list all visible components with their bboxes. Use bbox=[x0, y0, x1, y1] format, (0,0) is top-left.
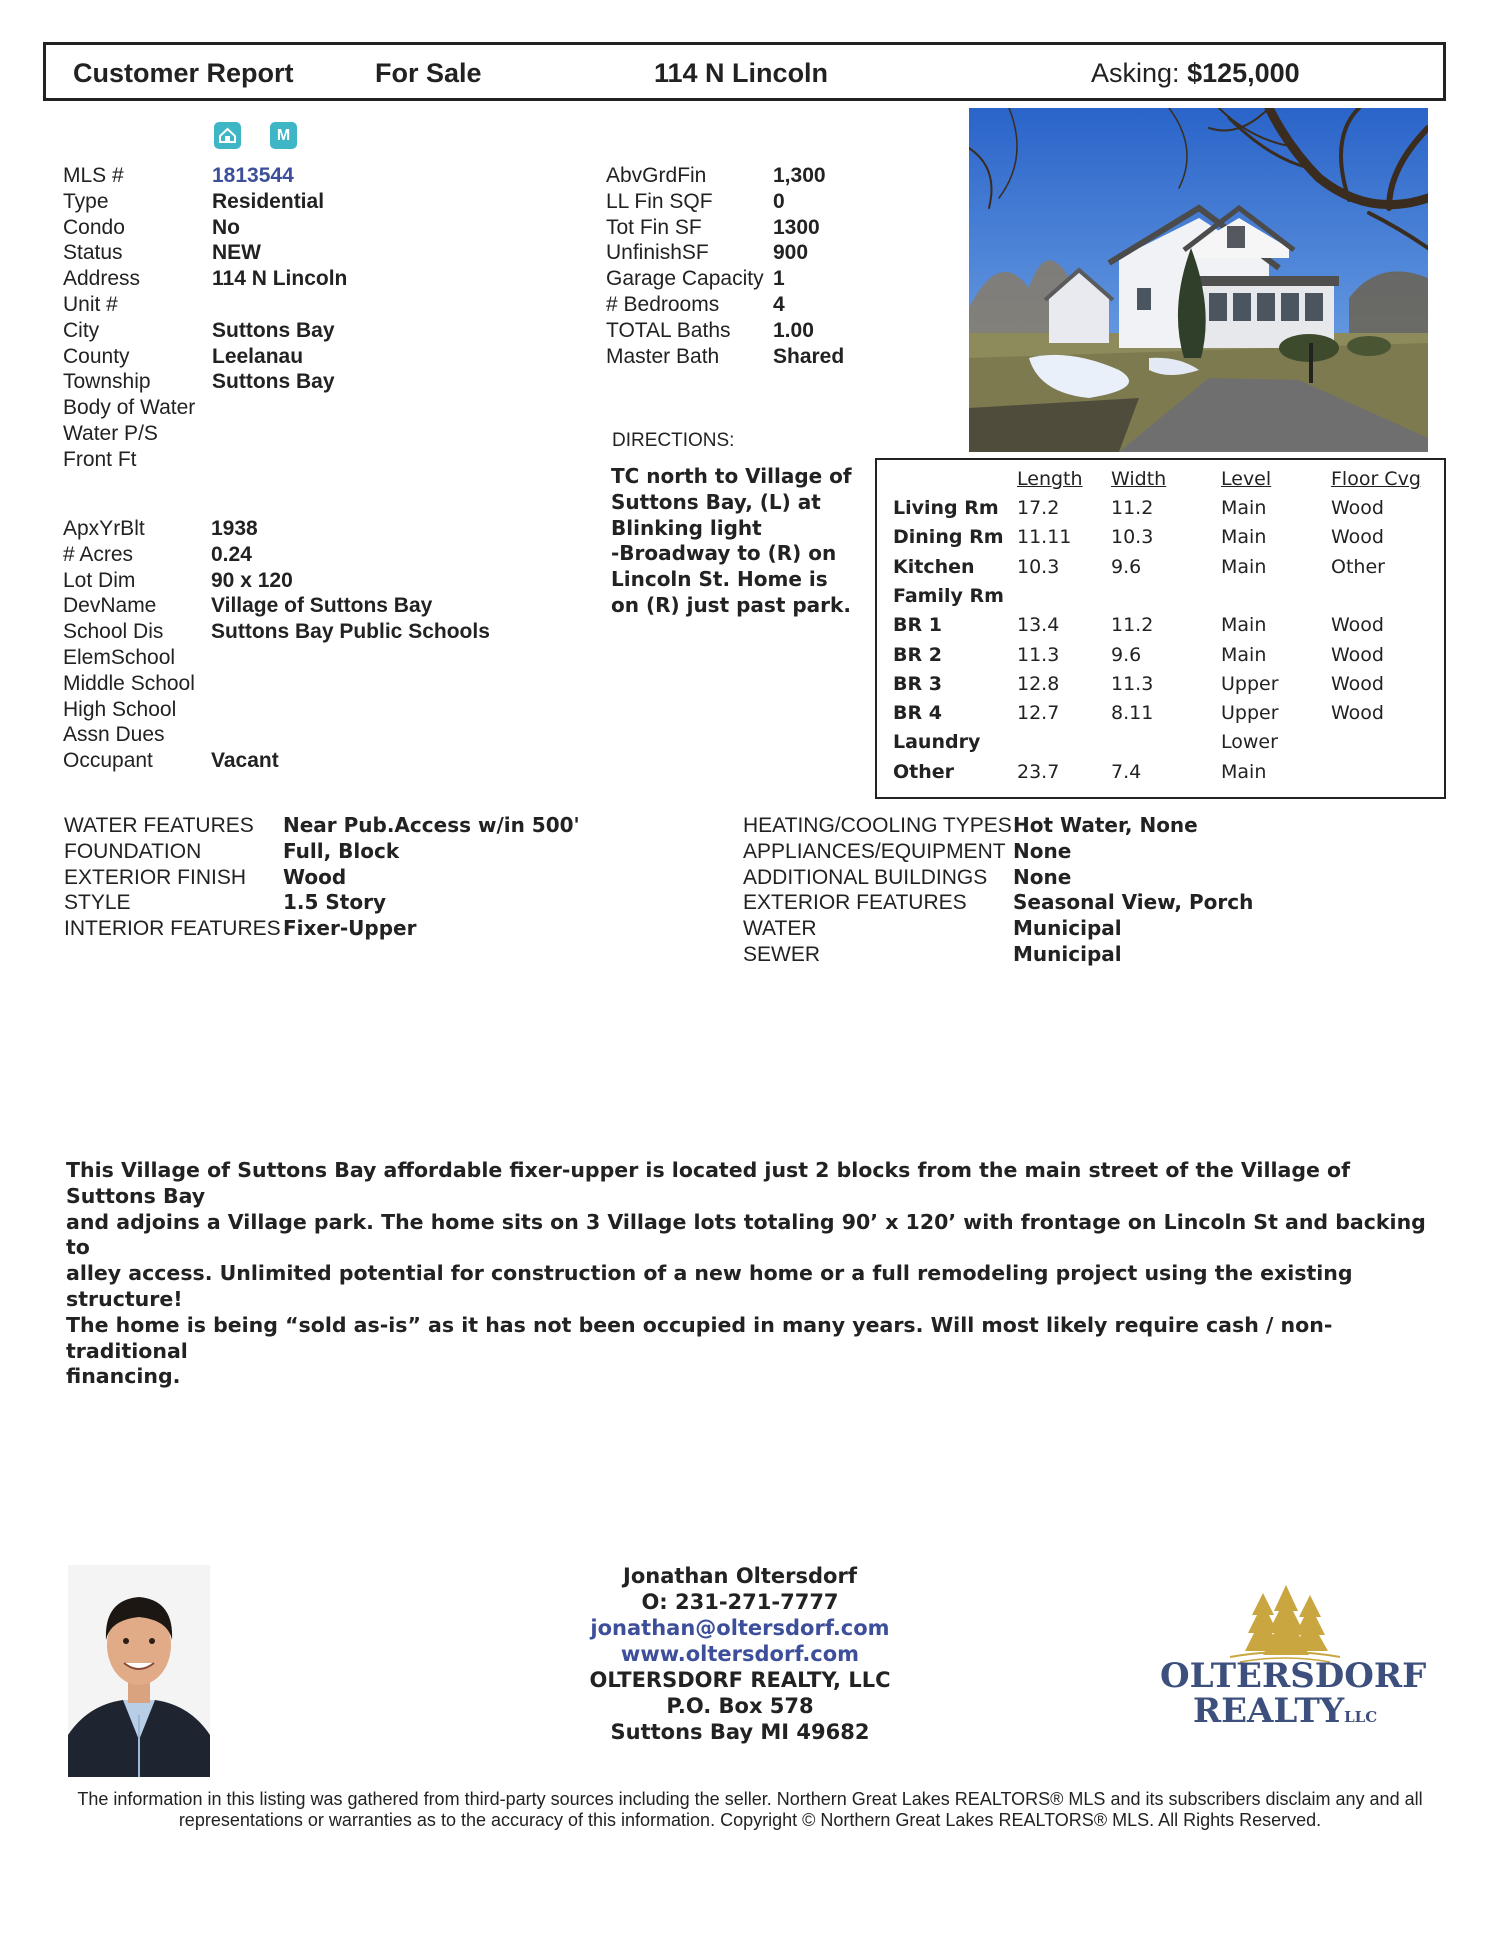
field-label: County bbox=[63, 344, 130, 368]
field-value: 114 N Lincoln bbox=[212, 267, 348, 291]
agent-name: Jonathan Oltersdorf bbox=[623, 1564, 857, 1588]
trees-icon bbox=[1160, 1585, 1410, 1665]
header-address: 114 N Lincoln bbox=[654, 58, 829, 88]
lot-row bbox=[63, 645, 623, 671]
feature-row bbox=[64, 865, 664, 891]
listing-row bbox=[63, 189, 563, 215]
size-row bbox=[606, 240, 906, 266]
room-level: Main bbox=[1221, 497, 1267, 519]
feature-label: WATER bbox=[743, 917, 817, 941]
room-name: Family Rm bbox=[893, 584, 1004, 607]
agent-contact bbox=[540, 1563, 940, 1745]
listing-row bbox=[63, 369, 563, 395]
feature-value: Wood bbox=[283, 864, 347, 889]
field-label: Occupant bbox=[63, 749, 153, 773]
feature-row bbox=[743, 942, 1443, 968]
feature-label: WATER FEATURES bbox=[64, 814, 254, 837]
field-value: 0.24 bbox=[211, 542, 252, 566]
room-name: BR 1 bbox=[893, 614, 942, 637]
feature-value: None bbox=[1013, 838, 1072, 863]
field-label: Garage Capacity bbox=[606, 267, 764, 291]
room-width: 8.11 bbox=[1111, 702, 1154, 725]
room-level: Main bbox=[1221, 614, 1267, 637]
field-label: DevName bbox=[63, 594, 157, 618]
lot-row bbox=[63, 697, 623, 723]
width-header: Width bbox=[1111, 468, 1167, 490]
listing-row bbox=[63, 163, 563, 189]
feature-label: FOUNDATION bbox=[64, 839, 202, 863]
mls-disclaimer: The information in this listing was gathered from third-party sources including the seller. Northern Great Lakes REALTORS® MLS and its subscribers disclaim any and all representations or warranties as to the accuracy of this information. Copyright © Northern Great Lakes REALTORS® MLS. All Rights Reserved. bbox=[77, 1789, 1423, 1830]
feature-label: EXTERIOR FINISH bbox=[64, 865, 247, 889]
size-row bbox=[606, 266, 906, 292]
feature-label: HEATING/COOLING TYPES bbox=[743, 814, 1012, 837]
room-level: Main bbox=[1221, 760, 1267, 783]
directions-text: TC north to Village of Suttons Bay, (L) at Blinking light -Broadway to (R) on Lincoln St. Home is on (R) just past park. bbox=[611, 464, 852, 617]
feature-label: INTERIOR FEATURES bbox=[64, 917, 281, 941]
feature-value: Municipal bbox=[1013, 916, 1122, 941]
field-label: UnfinishSF bbox=[606, 241, 709, 265]
room-floor: Wood bbox=[1331, 643, 1384, 666]
room-level: Lower bbox=[1221, 731, 1278, 754]
field-label: ElemSchool bbox=[63, 645, 176, 669]
room-length: 13.4 bbox=[1017, 614, 1060, 637]
asking-price: Asking: $125,000 bbox=[1091, 58, 1300, 88]
field-value: 0 bbox=[773, 189, 785, 213]
listing-row bbox=[63, 292, 563, 318]
listing-row bbox=[63, 240, 563, 266]
lot-row bbox=[63, 516, 623, 542]
field-label: LL Fin SQF bbox=[606, 189, 713, 213]
field-value: 1.00 bbox=[773, 318, 814, 342]
features-right bbox=[743, 813, 1443, 968]
lot-row bbox=[63, 748, 623, 774]
size-row bbox=[606, 215, 906, 241]
room-floor: Wood bbox=[1331, 526, 1384, 549]
room-length: 17.2 bbox=[1017, 497, 1060, 519]
field-label: Assn Dues bbox=[63, 723, 165, 747]
field-label: Tot Fin SF bbox=[606, 215, 702, 239]
room-name: Kitchen bbox=[893, 555, 975, 578]
field-label: Condo bbox=[63, 215, 125, 239]
size-info bbox=[606, 163, 906, 369]
field-label: MLS # bbox=[63, 164, 124, 187]
listing-row bbox=[63, 344, 563, 370]
feature-value: Fixer-Upper bbox=[283, 916, 417, 941]
field-value: 1300 bbox=[773, 215, 820, 239]
field-label: Township bbox=[63, 370, 151, 394]
field-label: Middle School bbox=[63, 671, 195, 695]
field-value: 1,300 bbox=[773, 164, 826, 187]
feature-row bbox=[64, 916, 664, 942]
field-value: No bbox=[212, 215, 240, 239]
field-value: 90 x 120 bbox=[211, 568, 293, 592]
field-label: Water P/S bbox=[63, 421, 158, 445]
field-label: Master Bath bbox=[606, 344, 720, 368]
room-name: Dining Rm bbox=[893, 526, 1004, 549]
field-label: School Dis bbox=[63, 620, 164, 644]
room-name: Laundry bbox=[893, 731, 981, 754]
field-value: Leelanau bbox=[212, 344, 304, 368]
feature-row bbox=[743, 839, 1443, 865]
property-photo bbox=[969, 108, 1428, 452]
room-name: BR 2 bbox=[893, 643, 942, 666]
company-name: OLTERSDORF REALTY, LLC bbox=[589, 1668, 891, 1692]
room-name: Other bbox=[893, 760, 955, 783]
company-city: Suttons Bay MI 49682 bbox=[610, 1720, 870, 1744]
lot-info bbox=[63, 516, 623, 774]
feature-label: SEWER bbox=[743, 942, 821, 966]
field-value: Suttons Bay Public Schools bbox=[211, 620, 490, 644]
length-header: Length bbox=[1017, 468, 1083, 490]
level-header: Level bbox=[1221, 468, 1272, 490]
lot-row bbox=[63, 593, 623, 619]
agent-headshot bbox=[68, 1565, 210, 1777]
listing-row bbox=[63, 266, 563, 292]
field-label: Body of Water bbox=[63, 396, 196, 420]
field-label: City bbox=[63, 318, 100, 342]
room-level: Upper bbox=[1221, 702, 1279, 725]
field-value: Village of Suttons Bay bbox=[211, 594, 433, 618]
feature-row bbox=[743, 890, 1443, 916]
feature-value: Hot Water, None bbox=[1013, 813, 1198, 837]
report-title: Customer Report bbox=[73, 58, 294, 88]
field-label: ApxYrBlt bbox=[63, 517, 145, 540]
feature-row bbox=[64, 813, 664, 839]
room-name: BR 3 bbox=[893, 672, 942, 695]
company-po-box: P.O. Box 578 bbox=[666, 1694, 814, 1718]
field-value: Vacant bbox=[211, 749, 279, 773]
feature-label: APPLIANCES/EQUIPMENT bbox=[743, 839, 1006, 863]
room-level: Main bbox=[1221, 555, 1267, 578]
agent-website-link[interactable]: www.oltersdorf.com bbox=[620, 1642, 860, 1666]
room-width: 7.4 bbox=[1111, 760, 1142, 783]
field-label: # Bedrooms bbox=[606, 292, 720, 316]
feature-value: Full, Block bbox=[283, 838, 400, 863]
field-value: 4 bbox=[773, 292, 785, 316]
room-floor: Wood bbox=[1331, 702, 1384, 725]
m-icon[interactable]: M bbox=[270, 122, 297, 149]
feature-row bbox=[64, 839, 664, 865]
feature-label: ADDITIONAL BUILDINGS bbox=[743, 865, 988, 889]
room-name: Living Rm bbox=[893, 497, 999, 519]
room-length: 11.11 bbox=[1017, 526, 1072, 549]
room-floor: Wood bbox=[1331, 614, 1384, 637]
listing-row bbox=[63, 447, 563, 473]
size-row bbox=[606, 318, 906, 344]
room-level: Main bbox=[1221, 526, 1267, 549]
feature-value: None bbox=[1013, 864, 1072, 889]
lot-row bbox=[63, 542, 623, 568]
field-label: Type bbox=[63, 189, 109, 213]
rooms-table bbox=[875, 458, 1446, 799]
field-value: 1 bbox=[773, 267, 785, 291]
feature-value: Seasonal View, Porch bbox=[1013, 890, 1254, 915]
room-level: Main bbox=[1221, 643, 1267, 666]
feature-row bbox=[743, 865, 1443, 891]
room-name: BR 4 bbox=[893, 702, 942, 725]
field-value: 1938 bbox=[211, 517, 258, 540]
feature-value: 1.5 Story bbox=[283, 890, 386, 915]
field-label: TOTAL Baths bbox=[606, 318, 731, 342]
room-floor: Wood bbox=[1331, 497, 1384, 519]
room-length: 12.8 bbox=[1017, 672, 1060, 695]
field-label: High School bbox=[63, 697, 177, 721]
field-label: AbvGrdFin bbox=[606, 164, 707, 187]
feature-row bbox=[743, 813, 1443, 839]
room-width: 11.2 bbox=[1111, 614, 1154, 637]
field-value: Suttons Bay bbox=[212, 370, 335, 394]
listing-row bbox=[63, 215, 563, 241]
room-length: 10.3 bbox=[1017, 555, 1060, 578]
features-left bbox=[64, 813, 664, 942]
listing-row bbox=[63, 395, 563, 421]
room-width: 11.2 bbox=[1111, 497, 1154, 519]
size-row bbox=[606, 292, 906, 318]
room-level: Upper bbox=[1221, 672, 1279, 695]
property-description: This Village of Suttons Bay affordable fixer-upper is located just 2 blocks from the main street of the Village of Suttons Bay and adjoins a Village park. The home sits on 3 Village lots totaling 90’ x 120’ with frontage on Lincoln St and backing to alley access. Unlimited potential for construction of a new home or a full remodeling project using the existing structure! The home is being “sold as-is” as it has not been occupied in many years. Will most likely require cash / non-traditional financing. bbox=[66, 1158, 1426, 1389]
field-value: NEW bbox=[212, 241, 261, 265]
field-label: Address bbox=[63, 267, 141, 291]
field-label: Front Ft bbox=[63, 447, 137, 471]
listing-info bbox=[63, 163, 563, 473]
size-row bbox=[606, 189, 906, 215]
room-length: 23.7 bbox=[1017, 760, 1060, 783]
floor-covering-header: Floor Cvg bbox=[1331, 468, 1421, 490]
directions-label: DIRECTIONS: bbox=[612, 430, 735, 451]
room-length: 12.7 bbox=[1017, 702, 1060, 725]
mls-number-link[interactable]: 1813544 bbox=[212, 164, 294, 187]
house-icon[interactable] bbox=[214, 122, 241, 149]
room-floor: Wood bbox=[1331, 672, 1384, 695]
room-width: 9.6 bbox=[1111, 643, 1142, 666]
size-row bbox=[606, 344, 906, 370]
room-width: 9.6 bbox=[1111, 555, 1142, 578]
field-label: Status bbox=[63, 241, 123, 265]
room-width: 11.3 bbox=[1111, 672, 1154, 695]
field-label: Lot Dim bbox=[63, 568, 136, 592]
listing-status-label: For Sale bbox=[375, 58, 482, 88]
agent-phone[interactable]: O: 231-271-7777 bbox=[641, 1590, 839, 1614]
room-floor: Other bbox=[1331, 555, 1385, 578]
listing-row bbox=[63, 318, 563, 344]
field-value: 900 bbox=[773, 241, 809, 265]
room-length: 11.3 bbox=[1017, 643, 1060, 666]
feature-value: Municipal bbox=[1013, 941, 1122, 966]
lot-row bbox=[63, 722, 623, 748]
agent-email-link[interactable]: jonathan@oltersdorf.com bbox=[590, 1616, 890, 1640]
room-width: 10.3 bbox=[1111, 526, 1154, 549]
field-value: Suttons Bay bbox=[212, 318, 335, 342]
field-value: Residential bbox=[212, 189, 325, 213]
field-label: Unit # bbox=[63, 292, 118, 316]
lot-row bbox=[63, 671, 623, 697]
field-value: Shared bbox=[773, 344, 845, 368]
feature-row bbox=[743, 916, 1443, 942]
field-label: # Acres bbox=[63, 542, 134, 566]
feature-value: Near Pub.Access w/in 500' bbox=[283, 813, 580, 837]
report-header bbox=[43, 42, 1446, 101]
feature-label: EXTERIOR FEATURES bbox=[743, 891, 967, 915]
listing-row bbox=[63, 421, 563, 447]
feature-label: STYLE bbox=[64, 891, 131, 915]
lot-row bbox=[63, 568, 623, 594]
size-row bbox=[606, 163, 906, 189]
company-logo-text: OLTERSDORF REALTYLLC bbox=[1160, 1656, 1427, 1731]
feature-row bbox=[64, 890, 664, 916]
lot-row bbox=[63, 619, 623, 645]
